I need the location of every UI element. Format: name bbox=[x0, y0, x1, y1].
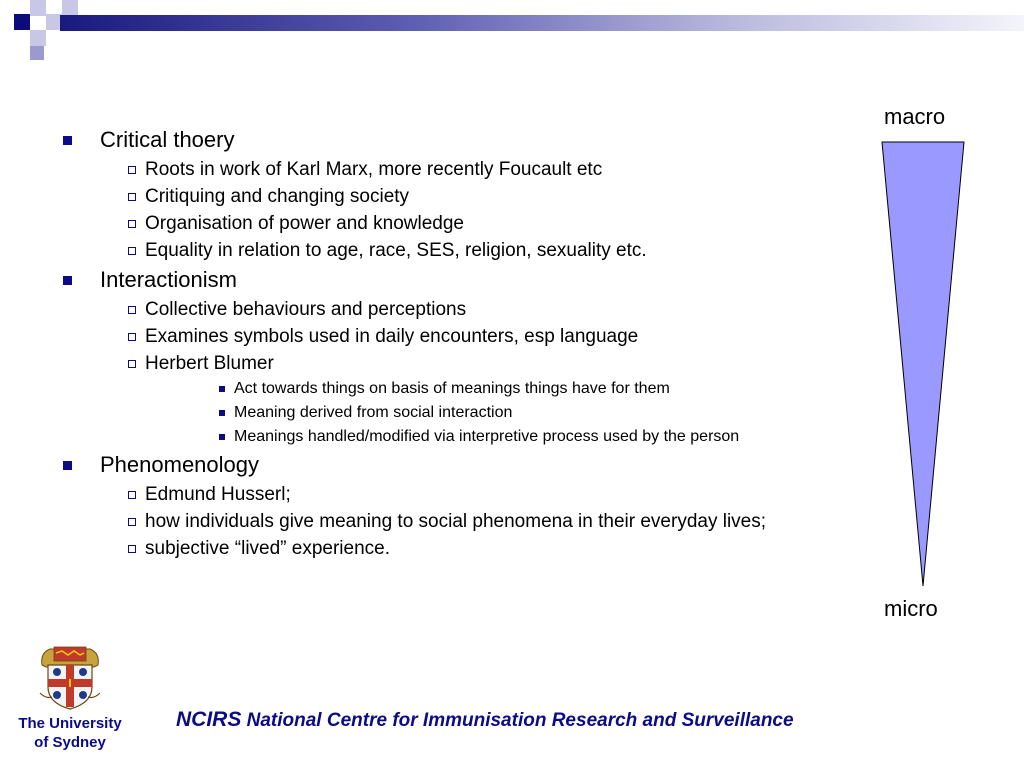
hollow-square-bullet-icon bbox=[128, 545, 136, 553]
bullet-text: how individuals give meaning to social phenomena in their everyday lives; bbox=[145, 511, 767, 532]
bullet-level2 bbox=[100, 353, 840, 447]
hollow-square-bullet-icon bbox=[128, 491, 136, 499]
header-gradient-bar bbox=[60, 15, 1024, 31]
bullet-level2 bbox=[100, 484, 840, 506]
footer-organisation bbox=[176, 708, 794, 732]
small-square-bullet-icon bbox=[219, 434, 225, 440]
university-name bbox=[0, 714, 140, 752]
bullet-text: Critiquing and changing society bbox=[145, 186, 410, 207]
bullet-level2 bbox=[100, 240, 840, 262]
bullet-level3 bbox=[145, 379, 840, 399]
bullet-level2 bbox=[100, 186, 840, 208]
bullet-level2 bbox=[100, 159, 840, 181]
bullet-text: subjective “lived” experience. bbox=[145, 538, 391, 559]
bullet-level1 bbox=[60, 266, 840, 447]
bullet-text: Examines symbols used in daily encounters, esp language bbox=[145, 326, 639, 347]
square-bullet-icon bbox=[63, 461, 72, 470]
university-name-line1: The University bbox=[18, 715, 122, 732]
bullet-text: Phenomenology bbox=[100, 452, 260, 477]
small-square-bullet-icon bbox=[219, 386, 225, 392]
hollow-square-bullet-icon bbox=[128, 518, 136, 526]
bullet-level3 bbox=[145, 427, 840, 447]
university-name-line2: of Sydney bbox=[34, 734, 106, 751]
square-bullet-icon bbox=[63, 276, 72, 285]
bullet-level1 bbox=[60, 126, 840, 262]
macro-micro-triangle bbox=[880, 140, 966, 588]
bullet-text: Collective behaviours and perceptions bbox=[145, 299, 467, 320]
hollow-square-bullet-icon bbox=[128, 360, 136, 368]
bullet-text: Meaning derived from social interaction bbox=[234, 404, 513, 421]
bullet-level2 bbox=[100, 326, 840, 348]
bullet-text: Meanings handled/modified via interpretive process used by the person bbox=[234, 428, 740, 445]
bullet-level2 bbox=[100, 511, 840, 533]
bullet-text: Critical thoery bbox=[100, 127, 235, 152]
bullet-level2 bbox=[100, 538, 840, 560]
hollow-square-bullet-icon bbox=[128, 220, 136, 228]
bullet-text: Organisation of power and knowledge bbox=[145, 213, 464, 234]
scale-bottom-label: micro bbox=[884, 596, 938, 621]
org-abbreviation: NCIRS bbox=[176, 708, 242, 731]
bullet-text: Equality in relation to age, race, SES, religion, sexuality etc. bbox=[145, 240, 647, 261]
bullet-text: Herbert Blumer bbox=[145, 353, 274, 374]
bullet-text: Act towards things on basis of meanings things have for them bbox=[234, 380, 670, 397]
bullet-level2 bbox=[100, 299, 840, 321]
scale-top-label: macro bbox=[884, 104, 946, 129]
bullet-text: Edmund Husserl; bbox=[145, 484, 291, 505]
bullet-level3 bbox=[145, 403, 840, 423]
university-crest-logo bbox=[36, 643, 104, 713]
bullet-list bbox=[60, 126, 840, 560]
org-full-name: National Centre for Immunisation Research and Surveillance bbox=[246, 710, 794, 731]
hollow-square-bullet-icon bbox=[128, 306, 136, 314]
bullet-level2 bbox=[100, 213, 840, 235]
small-square-bullet-icon bbox=[219, 410, 225, 416]
hollow-square-bullet-icon bbox=[128, 193, 136, 201]
bullet-level1 bbox=[60, 451, 840, 560]
bullet-text: Roots in work of Karl Marx, more recently Foucault etc bbox=[145, 159, 603, 180]
header-decoration bbox=[0, 0, 80, 62]
hollow-square-bullet-icon bbox=[128, 333, 136, 341]
bullet-text: Interactionism bbox=[100, 267, 237, 292]
hollow-square-bullet-icon bbox=[128, 166, 136, 174]
hollow-square-bullet-icon bbox=[128, 247, 136, 255]
square-bullet-icon bbox=[63, 136, 72, 145]
